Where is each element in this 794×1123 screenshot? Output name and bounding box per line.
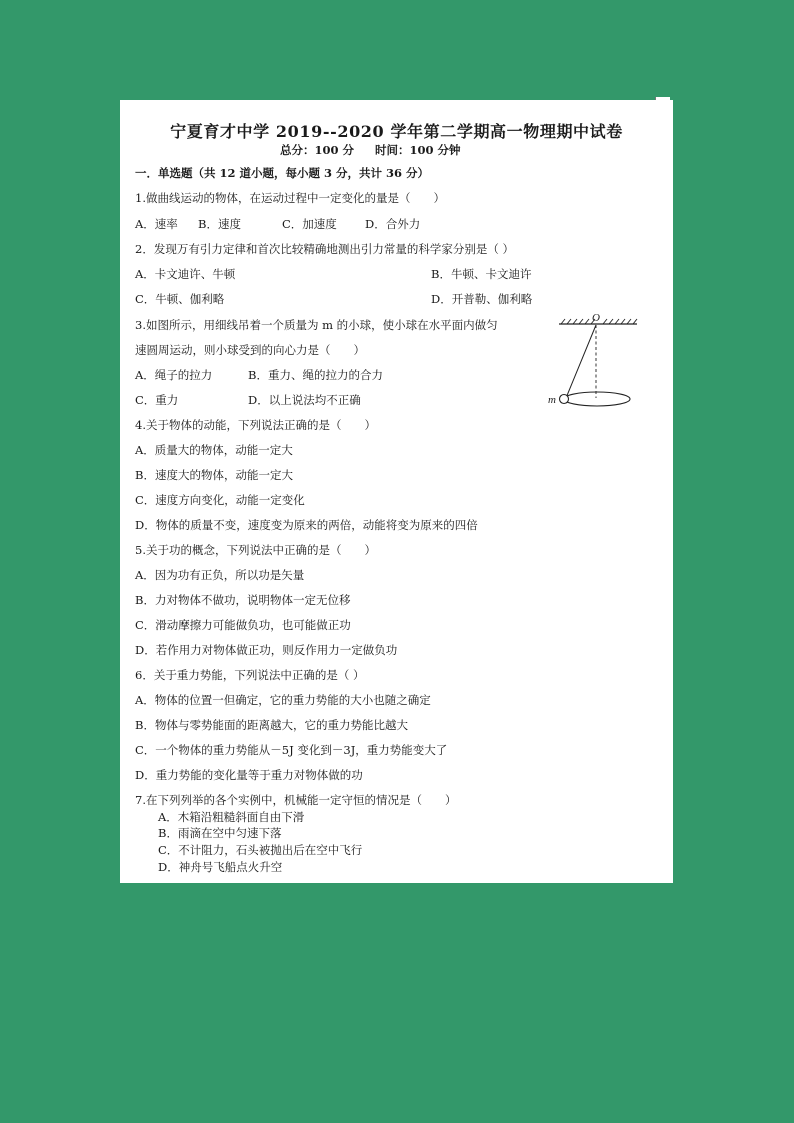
question-3-option-d: D．以上说法均不正确	[248, 393, 361, 407]
question-7-option-a: A．木箱沿粗糙斜面自由下滑	[158, 810, 305, 824]
question-7-option-d: D．神舟号飞船点火升空	[158, 860, 283, 874]
question-4-option-b: B．速度大的物体，动能一定大	[135, 468, 293, 482]
question-7-option-b: B．雨滴在空中匀速下落	[158, 826, 282, 840]
question-6-option-a: A．物体的位置一但确定，它的重力势能的大小也随之确定	[135, 693, 431, 707]
question-4-option-a: A．质量大的物体，动能一定大	[135, 443, 293, 457]
mass-label: m	[548, 394, 556, 406]
question-3-stem-line-1: 3.如图所示，用细线吊着一个质量为 m 的小球，使小球在水平面内做匀	[135, 318, 498, 332]
question-5-option-a: A．因为功有正负，所以功是矢量	[135, 568, 305, 582]
exam-paper	[120, 100, 673, 883]
question-2-stem: 2．发现万有引力定律和首次比较精确地测出引力常量的科学家分别是（ ）	[135, 242, 514, 256]
total-score: 总分：100 分	[280, 143, 355, 157]
question-4-stem: 4.关于物体的动能，下列说法正确的是（ ）	[135, 418, 376, 432]
question-1-option-c: C．加速度	[282, 217, 337, 231]
question-5-option-d: D．若作用力对物体做正功，则反作用力一定做负功	[135, 643, 398, 657]
conical-pendulum-figure	[545, 310, 649, 418]
question-6-option-d: D．重力势能的变化量等于重力对物体做的功	[135, 768, 363, 782]
question-1-option-b: B．速度	[198, 217, 241, 231]
question-2-option-b: B．牛顿、卡文迪许	[431, 267, 532, 281]
question-4-option-c: C．速度方向变化，动能一定变化	[135, 493, 305, 507]
exam-duration: 时间：100 分钟	[375, 143, 461, 157]
question-3-option-a: A．绳子的拉力	[135, 368, 213, 382]
question-2-option-c: C．牛顿、伽利略	[135, 292, 225, 306]
question-1-option-d: D．合外力	[365, 217, 421, 231]
ball	[560, 395, 569, 404]
question-3-stem-line-2: 速圆周运动，则小球受到的向心力是（ ）	[135, 343, 365, 357]
question-1-option-a: A．速率	[135, 217, 178, 231]
question-2-option-a: A．卡文迪许、牛顿	[135, 267, 236, 281]
pivot-label: O	[592, 312, 600, 324]
question-5-option-c: C．滑动摩擦力可能做负功，也可能做正功	[135, 618, 351, 632]
question-4-option-d: D．物体的质量不变，速度变为原来的两倍，动能将变为原来的四倍	[135, 518, 478, 532]
question-6-option-b: B．物体与零势能面的距离越大，它的重力势能比越大	[135, 718, 408, 732]
question-6-stem: 6．关于重力势能，下列说法中正确的是（ ）	[135, 668, 365, 682]
question-6-option-c: C．一个物体的重力势能从－5J 变化到－3J，重力势能变大了	[135, 743, 448, 757]
question-1-stem: 1.做曲线运动的物体，在运动过程中一定变化的量是（ ）	[135, 191, 445, 205]
question-3-option-c: C．重力	[135, 393, 179, 407]
pendulum-string	[566, 325, 596, 398]
exam-title: 宁夏育才中学 2019--2020 学年第二学期高一物理期中试卷	[170, 122, 623, 141]
circular-path-ellipse	[564, 392, 630, 406]
section-heading: 一．单选题（共 12 道小题，每小题 3 分，共计 36 分）	[135, 166, 430, 180]
question-5-option-b: B．力对物体不做功，说明物体一定无位移	[135, 593, 351, 607]
question-3-option-b: B．重力、绳的拉力的合力	[248, 368, 383, 382]
question-2-option-d: D．开普勒、伽利略	[431, 292, 533, 306]
question-7-option-c: C．不计阻力，石头被抛出后在空中飞行	[158, 843, 363, 857]
question-7-stem: 7.在下列列举的各个实例中，机械能一定守恒的情况是（ ）	[135, 793, 457, 807]
question-5-stem: 5.关于功的概念，下列说法中正确的是（ ）	[135, 543, 376, 557]
